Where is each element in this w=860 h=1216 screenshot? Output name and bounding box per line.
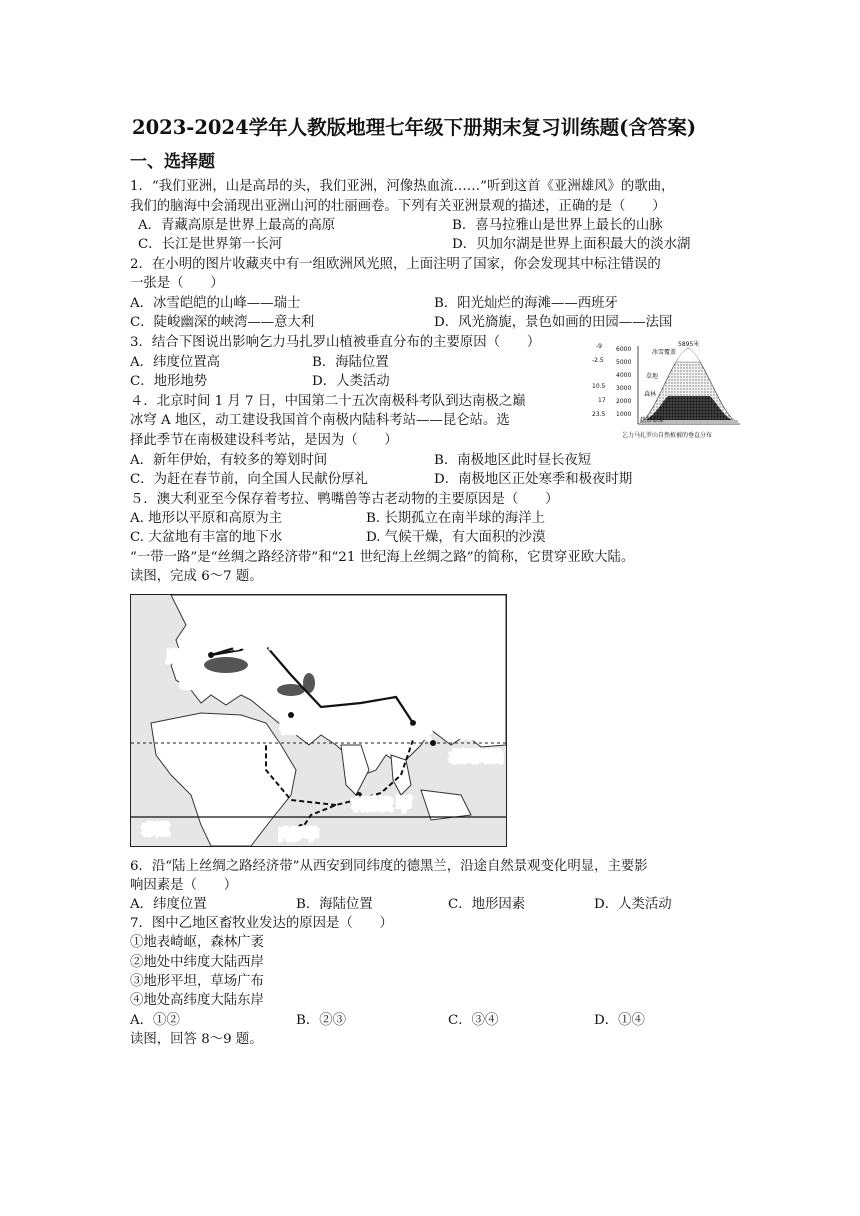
q5-stem: ５．澳大利亚至今保存着考拉、鸭嘴兽等古老动物的主要原因是（ ） [130,492,559,507]
q7-statement-4: ④地处高纬度大陆东岸 [130,993,264,1008]
q5-option-c: C. 大盆地有丰富的地下水 [130,530,283,545]
page-title: 2023-2024学年人教版地理七年级下册期末复习训练题(含答案) [132,116,697,139]
fig3-alt-1000: 1000 [616,411,632,418]
q7-stem: 7．图中乙地区畜牧业发达的原因是（ ） [130,916,393,931]
map-label-rotterdam: 鹿特丹 [167,650,207,665]
fig3-alt-4000: 4000 [616,372,632,379]
q1-option-d: D．贝加尔湖是世界上面积最大的淡水湖 [452,237,691,252]
belt-and-road-map [130,594,507,847]
q1-stem-line2: 我们的脑海中会涌现出亚洲山河的壮丽画卷。下列有关亚洲景观的描述，正确的是（ ） [130,199,666,214]
map-label-quanzhou: 泉州 [450,726,477,741]
q7-option-d: D．①④ [594,1013,645,1028]
fig3-temp-5: 23.5 [592,411,606,418]
fig3-temp-4: 17 [598,397,606,404]
fig3-temp-3: 10.5 [592,383,606,390]
q2-option-b: B．阳光灿烂的海滩——西班牙 [434,296,618,311]
map-label-tehran: 德黑兰 [281,721,321,736]
q7-statement-1: ①地表崎岖，森林广袤 [130,935,264,950]
q1-stem-line1: 1．“我们亚洲，山是高昂的头，我们亚洲，河像热血流……”听到这首《亚洲雄风》的歌曲， [130,179,675,194]
q3-option-b: B．海陆位置 [312,355,389,370]
map-label-jia: 甲 [396,795,413,814]
q6-option-b: B．海陆位置 [296,897,373,912]
fig3-savanna-label: 热带草原 [640,417,665,424]
q2-stem-line1: 2．在小明的图片收藏夹中有一组欧洲风光照，上面注明了国家，你会发现其中标注错误的 [130,257,661,272]
q6-option-c: C．地形因素 [448,897,526,912]
map-label-yi: 乙 [179,668,199,692]
q4-option-d: D．南极地区正处寒季和极夜时期 [434,472,633,487]
q3-option-d: D．人类活动 [312,374,390,389]
fig3-snow-label: 冰雪覆盖 [652,349,677,356]
intro89: 读图，回答 8～9 题。 [130,1032,263,1047]
q6-option-a: A．纬度位置 [130,897,207,912]
fig3-temp-1: -9 [596,343,602,350]
q4-option-a: A．新年伊始，有较多的筹划时间 [130,453,328,468]
fig3-temp-2: -2.5 [592,357,604,364]
intro67-line2: 读图，完成 6～7 题。 [130,569,263,584]
q7-option-b: B．②③ [296,1013,347,1028]
kilimanjaro-vegetation-figure [590,340,742,440]
intro67-line1: “一带一路”是“丝绸之路经济带”和“21 世纪海上丝绸之路”的简称，它贯穿亚欧大陆。 [130,550,635,565]
q7-statement-3: ③地形平坦，草场广布 [130,974,264,989]
q7-statement-2: ②地处中纬度大陆西岸 [130,955,264,970]
map-label-tropic: 北回归线 [450,750,503,765]
fig3-peak-label: 5895米 [678,341,700,348]
q7-option-c: C．③④ [448,1013,499,1028]
map-label-equator: 赤道 [143,823,170,838]
q2-option-a: A．冰雪皑皑的山峰——瑞士 [130,296,301,311]
fig3-alt-6000: 6000 [616,346,632,353]
fig3-forest-label: 森林 [644,391,657,398]
fig3-alt-3000: 3000 [616,385,632,392]
map-label-colombo: 科伦坡 [353,798,393,813]
q2-stem-line2: 一张是（ ） [130,276,224,291]
fig3-meadow-label: 草地 [646,373,659,380]
map-canvas [131,595,506,846]
q4-option-b: B．南极地区此时昼长夜短 [434,453,592,468]
q6-option-d: D．人类活动 [594,897,672,912]
q4-stem-line1: ４．北京时间 1 月 7 日，中国第二十五次南极科考队到达南极之巅 [130,394,526,409]
map-label-moscow: 莫斯科 [235,636,275,651]
fig3-alt-2000: 2000 [616,398,632,405]
q4-option-c: C．为赶在春节前，向全国人民献份厚礼 [130,472,368,487]
q3-option-c: C．地形地势 [130,374,208,389]
q5-option-b: B. 长期孤立在南半球的海洋上 [366,511,546,526]
section-heading: 一、选择题 [130,152,215,172]
q3-option-a: A．纬度位置高 [130,355,221,370]
q7-option-a: A．①② [130,1013,180,1028]
q2-option-d: D．风光旖旎，景色如画的田园——法国 [434,315,673,330]
q4-stem-line3: 择此季节在南极建设科考站，是因为（ ） [130,433,398,448]
fig3-alt-5000: 5000 [616,359,632,366]
q6-stem-line1: 6．沿“陆上丝绸之路经济带”从西安到同纬度的德黑兰，沿途自然景观变化明显，主要影 [130,859,648,874]
map-label-xian: 西安 [405,727,432,742]
q1-option-b: B．喜马拉雅山是世界上最长的山脉 [452,218,663,233]
q1-option-c: C．长江是世界第一长河 [138,237,283,252]
q5-option-a: A. 地形以平原和高原为主 [130,511,283,526]
q2-option-c: C．陡峻幽深的峡湾——意大利 [130,315,315,330]
q4-stem-line2: 冰穹 A 地区，动工建设我国首个南极内陆科考站——昆仑站。选 [130,413,510,428]
q6-stem-line2: 响因素是（ ） [130,878,238,893]
q3-stem: 3．结合下图说出影响乞力马扎罗山植被垂直分布的主要原因（ ） [130,335,541,350]
q1-option-a: A．青藏高原是世界上最高的高原 [138,218,336,233]
q5-option-d: D. 气候干燥，有大面积的沙漠 [366,530,546,545]
fig3-caption: 乞力马扎罗山自然植被的垂直分布 [622,432,713,439]
map-label-nairobi: 内罗毕 [279,828,319,843]
